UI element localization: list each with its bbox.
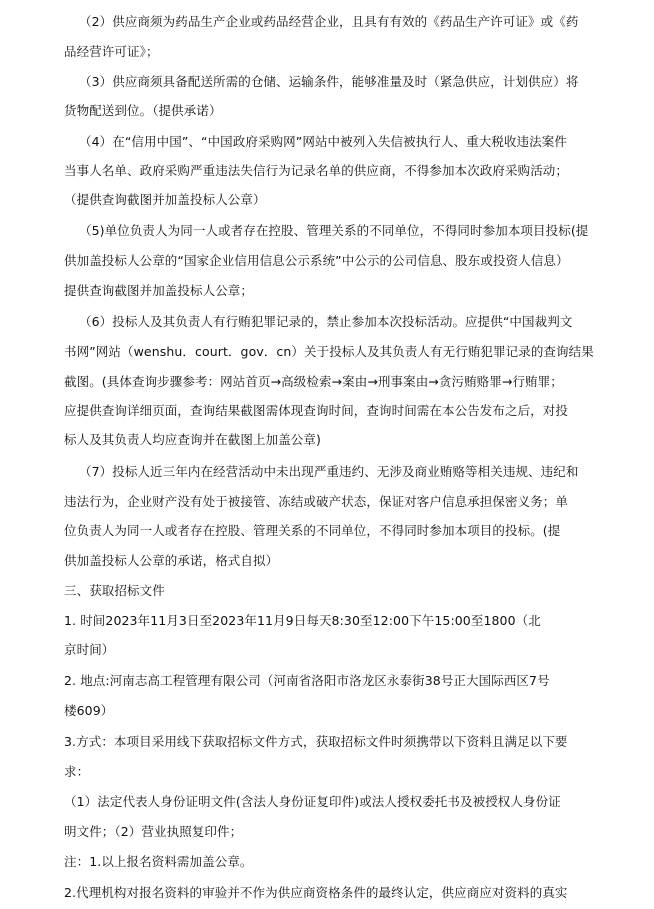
- text-line: （3）供应商须具备配送所需的仓储、运输条件，能够准量及时（紧急供应，计划供应）将: [79, 74, 579, 89]
- text-line: （5)单位负责人为同一人或者存在控股、管理关系的不同单位，不得同时参加本项目投标(提: [79, 223, 589, 238]
- text-line: 求：: [64, 764, 90, 779]
- text-line: 提供查询截图并加盖投标人公章；: [64, 283, 254, 298]
- text-line: 明文件；（2）营业执照复印件；: [64, 824, 243, 839]
- text-line: （6）投标人及其负责人有行贿犯罪记录的，禁止参加本次投标活动。应提供“中国裁判文: [79, 314, 573, 329]
- text-line: 3.方式：本项目采用线下获取招标文件方式，获取招标文件时须携带以下资料且满足以下要: [64, 734, 568, 749]
- text-line: 1. 时间2023年11月3日至2023年11月9日每天8:30至12:00下午15:00至1800（北: [64, 613, 541, 628]
- text-line: 位负责人为同一人或者存在控股、管理关系的不同单位，不得同时参加本项目的投标。(提: [64, 523, 561, 538]
- text-line: （提供查询截图并加盖投标人公章）: [64, 192, 266, 207]
- text-line: 供加盖投标人公章的承诺，格式自拟）: [64, 553, 279, 568]
- text-line: 京时间）: [64, 642, 115, 657]
- text-line: 截图。(具体查询步骤参考：网站首页→高级检索→案由→刑事案由→贪污贿赂罪→行贿罪；: [64, 374, 563, 389]
- text-line: 2.代理机构对报名资料的审验并不作为供应商资格条件的最终认定，供应商应对资料的真实: [64, 885, 568, 900]
- section-heading: 三、获取招标文件: [64, 583, 165, 598]
- text-line: （1）法定代表人身份证明文件(含法人身份证复印件)或法人授权委托书及被授权人身份证: [64, 794, 561, 809]
- text-line: 应提供查询详细页面，查询结果截图需体现查询时间，查询时间需在本公告发布之后，对投: [64, 403, 569, 418]
- text-line: 标人及其负责人均应查询并在截图上加盖公章): [64, 432, 321, 447]
- text-line: 供加盖投标人公章的“国家企业信用信息公示系统”中公示的公司信息、股东或投资人信息）: [64, 253, 569, 268]
- text-line: 注：1.以上报名资料需加盖公章。: [64, 854, 253, 869]
- text-line: 楼609）: [64, 703, 114, 718]
- text-line: 违法行为，企业财产没有处于被接管、冻结或破产状态，保证对客户信息承担保密义务；单: [64, 494, 569, 509]
- text-line: 品经营许可证》；: [64, 44, 159, 59]
- text-line: 当事人名单、政府采购严重违法失信行为记录名单的供应商，不得参加本次政府采购活动；: [64, 163, 569, 178]
- text-line: （2）供应商须为药品生产企业或药品经营企业，且具有有效的《药品生产许可证》或《药: [79, 14, 579, 29]
- text-line: 2. 地点:河南志高工程管理有限公司（河南省洛阳市洛龙区永泰街38号正大国际西区7号: [64, 673, 550, 688]
- text-line: （7）投标人近三年内在经营活动中未出现严重违约、无涉及商业贿赂等相关违规、违纪和: [79, 464, 579, 479]
- text-line: 货物配送到位。（提供承诺）: [64, 103, 222, 118]
- text-line: 书网”网站（wenshu．court．gov．cn）关于投标人及其负责人有无行贿犯罪记录的查询结果: [64, 344, 594, 359]
- text-line: （4）在“信用中国”、“中国政府采购网”网站中被列入失信被执行人、重大税收违法案件: [79, 134, 567, 149]
